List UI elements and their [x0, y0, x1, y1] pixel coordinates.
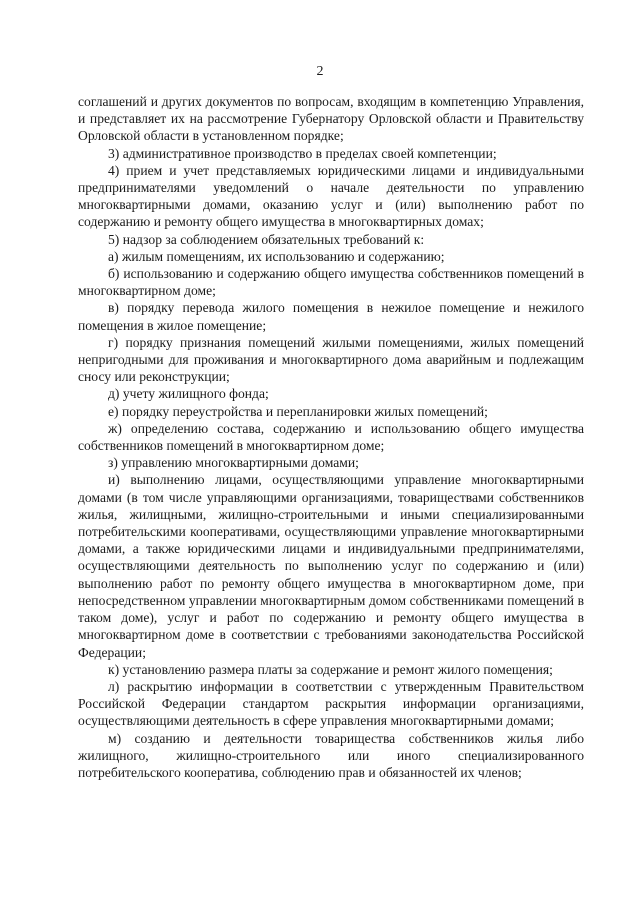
- paragraph-subitem-z: з) управлению многоквартирными домами;: [108, 455, 359, 471]
- paragraph-subitem-l: л) раскрытию информации в соответствии с утвержденным Правительством Российской Федерации стандартом раскрытия информации организациями, осуществляющими деятельность в сфере управления многоквартирными домами;: [78, 678, 584, 729]
- document-body: [78, 93, 584, 781]
- paragraph-subitem-i: и) выполнению лицами, осуществляющими управление многоквартирными домами (в том числе управляющими организациями, товариществами собственников жилья, жилищными, жилищно-строительными и иными специализированными потребительскими кооперативами, осуществляющими управление многоквартирными домами, а также юридическими лицами и индивидуальными предпринимателями, осуществляющими деятельность по выполнению услуг по содержанию и (или) выполнению работ по ремонту общего имущества в многоквартирном доме, при непосредственном управлении многоквартирным домом собственниками помещений в таком доме), услуг и работ по содержанию и ремонту общего имущества в многоквартирном доме в соответствии с требованиями законодательства Российской Федерации;: [78, 472, 584, 660]
- page-number: 2: [316, 64, 324, 79]
- paragraph-subitem-v: в) порядку перевода жилого помещения в нежилое помещение и нежилого помещения в жилое помещение;: [78, 300, 584, 333]
- paragraph-subitem-a: а) жилым помещениям, их использованию и содержанию;: [108, 248, 445, 264]
- paragraph-subitem-b: б) использованию и содержанию общего имущества собственников помещений в многоквартирном доме;: [78, 266, 584, 299]
- paragraph-item-4: 4) прием и учет представляемых юридическими лицами и индивидуальными предпринимателями уведомлений о начале деятельности по управлению многоквартирными домами, оказанию услуг и (или) выполнению работ по содержанию и ремонту общего имущества в многоквартирных домах;: [78, 162, 584, 230]
- paragraph-item-3: 3) административное производство в пределах своей компетенции;: [108, 145, 497, 161]
- paragraph-continuation: соглашений и других документов по вопросам, входящим в компетенцию Управления, и представляет их на рассмотрение Губернатору Орловской области и Правительству Орловской области в установленном порядке;: [78, 94, 584, 144]
- paragraph-subitem-k: к) установлению размера платы за содержание и ремонт жилого помещения;: [108, 661, 553, 677]
- paragraph-item-5: 5) надзор за соблюдением обязательных требований к:: [108, 231, 425, 247]
- paragraph-subitem-e: е) порядку переустройства и перепланировки жилых помещений;: [108, 403, 488, 419]
- paragraph-subitem-m: м) созданию и деятельности товарищества собственников жилья либо жилищного, жилищно-строительного или иного специализированного потребительского кооператива, соблюдению прав и обязанностей их членов;: [78, 730, 584, 780]
- paragraph-subitem-zh: ж) определению состава, содержанию и использованию общего имущества собственников помещений в многоквартирном доме;: [78, 420, 584, 454]
- paragraph-subitem-g: г) порядку признания помещений жилыми помещениями, жилых помещений непригодными для проживания и многоквартирного дома аварийным и подлежащим сносу или реконструкции;: [78, 334, 584, 385]
- paragraph-subitem-d: д) учету жилищного фонда;: [108, 386, 269, 402]
